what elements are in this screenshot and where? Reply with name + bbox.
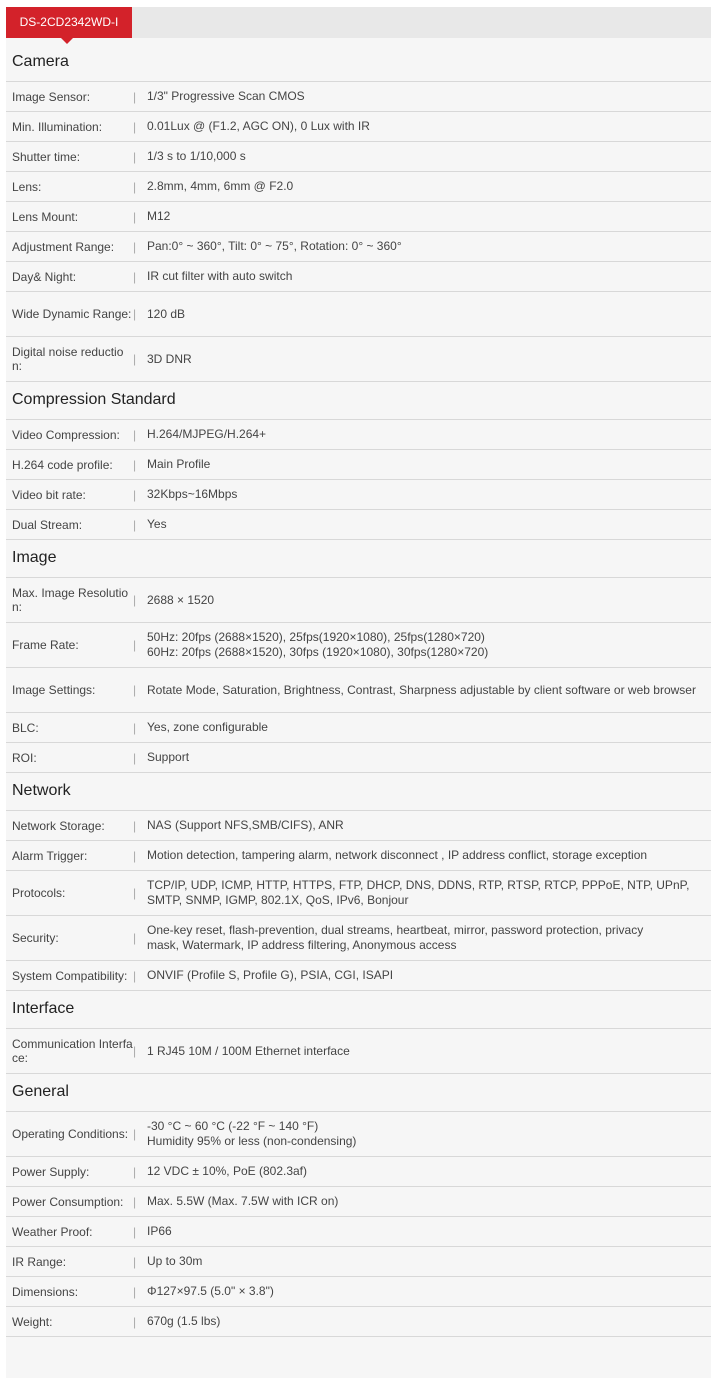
spec-value-line: Up to 30m [147, 1254, 203, 1268]
spec-value-line: Φ127×97.5 (5.0" × 3.8") [147, 1284, 274, 1298]
column-separator: | [133, 457, 137, 472]
spec-value-line: IP66 [147, 1224, 172, 1238]
spec-row [6, 172, 711, 202]
spec-value-line: Support [147, 750, 190, 764]
spec-label: Network Storage: [12, 818, 105, 833]
spec-value [147, 750, 711, 765]
spec-value-line: Motion detection, tampering alarm, network disconnect , IP address conflict, storage exception [147, 848, 648, 862]
spec-row [6, 1029, 711, 1074]
spec-label: Day& Night: [12, 269, 77, 284]
spec-value-line: 0.01Lux @ (F1.2, AGC ON), 0 Lux with IR [147, 119, 370, 133]
spec-value-line: M12 [147, 209, 171, 223]
spec-table [6, 44, 711, 1337]
spec-section [6, 991, 711, 1074]
spec-value-line: IR cut filter with auto switch [147, 269, 293, 283]
spec-value [147, 1224, 711, 1239]
spec-page [6, 7, 711, 1378]
spec-value-line: H.264/MJPEG/H.264+ [147, 427, 267, 441]
spec-value-line: 12 VDC ± 10%, PoE (802.3af) [147, 1164, 308, 1178]
column-separator: | [133, 89, 137, 104]
spec-row [6, 232, 711, 262]
column-separator: | [133, 886, 137, 900]
spec-value-line: 1 RJ45 10M / 100M Ethernet interface [147, 1043, 350, 1058]
spec-value [147, 487, 711, 502]
spec-value [147, 1044, 711, 1059]
spec-row [6, 1217, 711, 1247]
spec-row [6, 450, 711, 480]
spec-value [147, 119, 711, 134]
column-separator: | [133, 352, 137, 366]
spec-label: Weather Proof: [12, 1224, 93, 1239]
spec-value-line: Humidity 95% or less (non-condensing) [147, 1134, 357, 1148]
spec-label: Wide Dynamic Range: [12, 307, 132, 321]
column-separator: | [133, 1254, 137, 1269]
spec-value-line: mask, Watermark, IP address filtering, Anonymous access [147, 938, 457, 952]
spec-label: ROI: [12, 750, 37, 765]
spec-value [147, 239, 711, 254]
tab-model[interactable]: DS-2CD2342WD-I [6, 7, 132, 38]
spec-value-line: -30 °C ~ 60 °C (-22 °F ~ 140 °F) [147, 1119, 319, 1133]
spec-row [6, 510, 711, 540]
spec-value [147, 720, 711, 735]
column-separator: | [133, 638, 137, 652]
spec-row [6, 1157, 711, 1187]
spec-label: Image Sensor: [12, 89, 91, 104]
spec-value [147, 593, 711, 608]
spec-value-line: 120 dB [147, 306, 186, 321]
spec-value-line: TCP/IP, UDP, ICMP, HTTP, HTTPS, FTP, DHCP, DNS, DDNS, RTP, RTSP, RTCP, PPPoE, NTP, UPnP, [147, 878, 690, 892]
spec-row [6, 743, 711, 773]
column-separator: | [133, 1314, 137, 1329]
spec-value [147, 457, 711, 472]
column-separator: | [133, 1284, 137, 1299]
section-title: Image [6, 540, 711, 578]
spec-row [6, 578, 711, 623]
column-separator: | [133, 720, 137, 735]
spec-value-line: SMTP, SNMP, IGMP, 802.1X, QoS, IPv6, Bonjour [147, 893, 409, 907]
spec-value-line: One-key reset, flash-prevention, dual streams, heartbeat, mirror, password protection, privacy [147, 923, 644, 937]
spec-section [6, 382, 711, 540]
spec-value-line: Yes, zone configurable [147, 720, 268, 734]
spec-label: IR Range: [12, 1254, 67, 1269]
spec-value-line: ONVIF (Profile S, Profile G), PSIA, CGI, ISAPI [147, 968, 394, 982]
spec-label: Dual Stream: [12, 517, 83, 532]
spec-value [147, 818, 711, 833]
column-separator: | [133, 683, 137, 697]
column-separator: | [133, 1224, 137, 1239]
spec-label: Communication Interface: [12, 1037, 133, 1065]
spec-row [6, 142, 711, 172]
column-separator: | [133, 209, 137, 224]
spec-value-line: NAS (Support NFS,SMB/CIFS), ANR [147, 818, 344, 832]
spec-value [147, 1194, 711, 1209]
column-separator: | [133, 1164, 137, 1179]
section-title: Camera [6, 44, 711, 82]
spec-value-line: 1/3 s to 1/10,000 s [147, 149, 246, 163]
spec-value [147, 848, 711, 863]
spec-label: Lens: [12, 179, 42, 194]
column-separator: | [133, 750, 137, 765]
column-separator: | [133, 931, 137, 945]
spec-row [6, 337, 711, 382]
spec-row [6, 871, 711, 916]
spec-section [6, 1074, 711, 1337]
spec-value [147, 307, 711, 322]
spec-value-line: Max. 5.5W (Max. 7.5W with ICR on) [147, 1194, 339, 1208]
spec-label: Video Compression: [12, 427, 120, 442]
column-separator: | [133, 179, 137, 194]
spec-row [6, 1247, 711, 1277]
spec-label: Shutter time: [12, 149, 81, 164]
spec-value [147, 683, 711, 698]
spec-row [6, 480, 711, 510]
spec-value [147, 968, 711, 983]
spec-value [147, 269, 711, 284]
spec-value-line: 3D DNR [147, 351, 192, 366]
spec-value-line: 60Hz: 20fps (2688×1520), 30fps (1920×1080), 30fps(1280×720) [147, 645, 489, 659]
spec-row [6, 1112, 711, 1157]
spec-value [147, 878, 711, 908]
spec-label: Image Settings: [12, 683, 96, 697]
spec-value [147, 1314, 711, 1329]
spec-label: Digital noise reduction: [12, 345, 124, 373]
spec-label: System Compatibility: [12, 968, 128, 983]
column-separator: | [133, 968, 137, 983]
column-separator: | [133, 1194, 137, 1209]
spec-value [147, 149, 711, 164]
spec-label: BLC: [12, 720, 39, 735]
spec-value-line: 32Kbps~16Mbps [147, 487, 238, 501]
spec-label: Frame Rate: [12, 638, 79, 652]
spec-value-line: 1/3" Progressive Scan CMOS [147, 89, 305, 103]
spec-row [6, 668, 711, 713]
column-separator: | [133, 593, 137, 607]
spec-label: Protocols: [12, 886, 66, 900]
spec-row [6, 1277, 711, 1307]
spec-row [6, 262, 711, 292]
spec-label: Lens Mount: [12, 209, 79, 224]
spec-value-line: Main Profile [147, 457, 211, 471]
spec-value [147, 179, 711, 194]
spec-value [147, 89, 711, 104]
spec-label: H.264 code profile: [12, 457, 113, 472]
spec-row [6, 623, 711, 668]
spec-label: Security: [12, 931, 59, 945]
spec-row [6, 1307, 711, 1337]
section-title: Interface [6, 991, 711, 1029]
spec-label: Weight: [12, 1314, 53, 1329]
spec-label: Operating Conditions: [12, 1127, 129, 1141]
spec-label: Alarm Trigger: [12, 848, 88, 863]
spec-value [147, 1164, 711, 1179]
spec-label: Video bit rate: [12, 487, 86, 502]
spec-section [6, 540, 711, 773]
column-separator: | [133, 517, 137, 532]
column-separator: | [133, 1127, 137, 1141]
spec-value-line: 2.8mm, 4mm, 6mm @ F2.0 [147, 179, 294, 193]
spec-row [6, 82, 711, 112]
column-separator: | [133, 239, 137, 254]
spec-value-line: Rotate Mode, Saturation, Brightness, Contrast, Sharpness adjustable by client software or web browser [147, 682, 696, 697]
spec-row [6, 811, 711, 841]
spec-value-line: 50Hz: 20fps (2688×1520), 25fps(1920×1080), 25fps(1280×720) [147, 630, 485, 644]
column-separator: | [133, 848, 137, 863]
spec-value-line: 2688 × 1520 [147, 592, 215, 607]
spec-value [147, 517, 711, 532]
column-separator: | [133, 119, 137, 134]
spec-value [147, 923, 711, 953]
column-separator: | [133, 149, 137, 164]
spec-row [6, 841, 711, 871]
spec-row [6, 1187, 711, 1217]
spec-value [147, 427, 711, 442]
spec-value [147, 352, 711, 367]
spec-row [6, 713, 711, 743]
spec-row [6, 202, 711, 232]
spec-label: Min. Illumination: [12, 119, 103, 134]
spec-label: Power Consumption: [12, 1194, 124, 1209]
spec-row [6, 420, 711, 450]
spec-value [147, 209, 711, 224]
spec-value [147, 1119, 711, 1149]
column-separator: | [133, 487, 137, 502]
spec-row [6, 961, 711, 991]
spec-label: Adjustment Range: [12, 239, 115, 254]
spec-row [6, 916, 711, 961]
spec-label: Max. Image Resolution: [12, 586, 129, 614]
spec-value-line: 670g (1.5 lbs) [147, 1314, 221, 1328]
spec-value-line: Pan:0° ~ 360°, Tilt: 0° ~ 75°, Rotation: 0° ~ 360° [147, 239, 402, 253]
section-title: General [6, 1074, 711, 1112]
column-separator: | [133, 1044, 137, 1058]
spec-row [6, 292, 711, 337]
section-title: Network [6, 773, 711, 811]
spec-value [147, 630, 711, 660]
spec-section [6, 44, 711, 382]
spec-value [147, 1254, 711, 1269]
column-separator: | [133, 818, 137, 833]
spec-row [6, 112, 711, 142]
column-separator: | [133, 269, 137, 284]
spec-label: Dimensions: [12, 1284, 79, 1299]
spec-label: Power Supply: [12, 1164, 90, 1179]
spec-section [6, 773, 711, 991]
spec-value-line: Yes [147, 517, 167, 531]
column-separator: | [133, 427, 137, 442]
spec-value [147, 1284, 711, 1299]
column-separator: | [133, 307, 137, 321]
section-title: Compression Standard [6, 382, 711, 420]
tab-bar [6, 7, 711, 38]
